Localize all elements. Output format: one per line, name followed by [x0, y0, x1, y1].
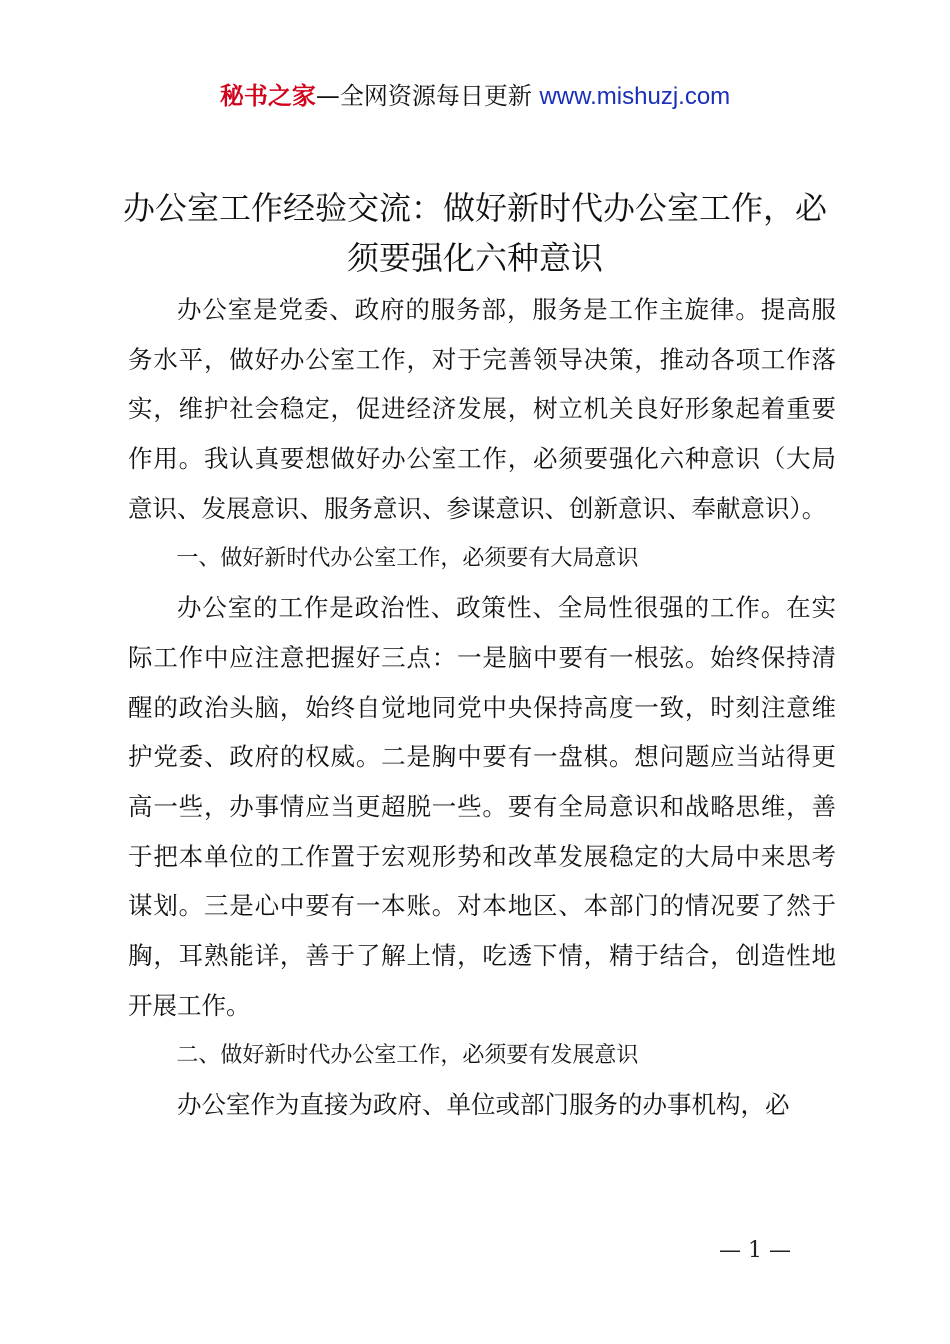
section-heading-1: 一、做好新时代办公室工作，必须要有大局意识: [176, 545, 639, 571]
section-2-paragraph: 办公室作为直接为政府、单位或部门服务的办事机构，必: [177, 1090, 790, 1120]
site-header: [0, 80, 950, 113]
document-body: [128, 285, 836, 1130]
intro-paragraph: 办公室是党委、政府的服务部，服务是工作主旋律。提高服务水平，做好办公室工作，对于完善领导决策，推动各项工作落实，维护社会稳定，促进经济发展，树立机关良好形象起着重要作用。我认真要想做好办公室工作，必须要强化六种意识（大局意识、发展意识、服务意识、参谋意识、创新意识、奉献意识）。: [128, 295, 836, 523]
page-number: — 1 —: [719, 1238, 791, 1263]
document-title: 办公室工作经验交流：做好新时代办公室工作，必须要强化六种意识: [122, 189, 827, 277]
section-heading-2: 二、做好新时代办公室工作，必须要有发展意识: [176, 1042, 639, 1068]
header-tagline: —全网资源每日更新: [315, 82, 532, 110]
section-1-paragraph: 办公室的工作是政治性、政策性、全局性很强的工作。在实际工作中应注意把握好三点：一是脑中要有一根弦。始终保持清醒的政治头脑，始终自觉地同党中央保持高度一致，时刻注意维护党委、政府的权威。二是胸中要有一盘棋。想问题应当站得更高一些，办事情应当更超脱一些。要有全局意识和战略思维，善于把本单位的工作置于宏观形势和改革发展稳定的大局中来思考谋划。三是心中要有一本账。对本地区、本部门的情况要了然于胸，耳熟能详，善于了解上情，吃透下情，精于结合，创造性地开展工作。: [128, 593, 836, 1020]
site-url-link[interactable]: www.mishuzj.com: [539, 83, 731, 110]
brand-name: 秘书之家: [219, 82, 316, 110]
